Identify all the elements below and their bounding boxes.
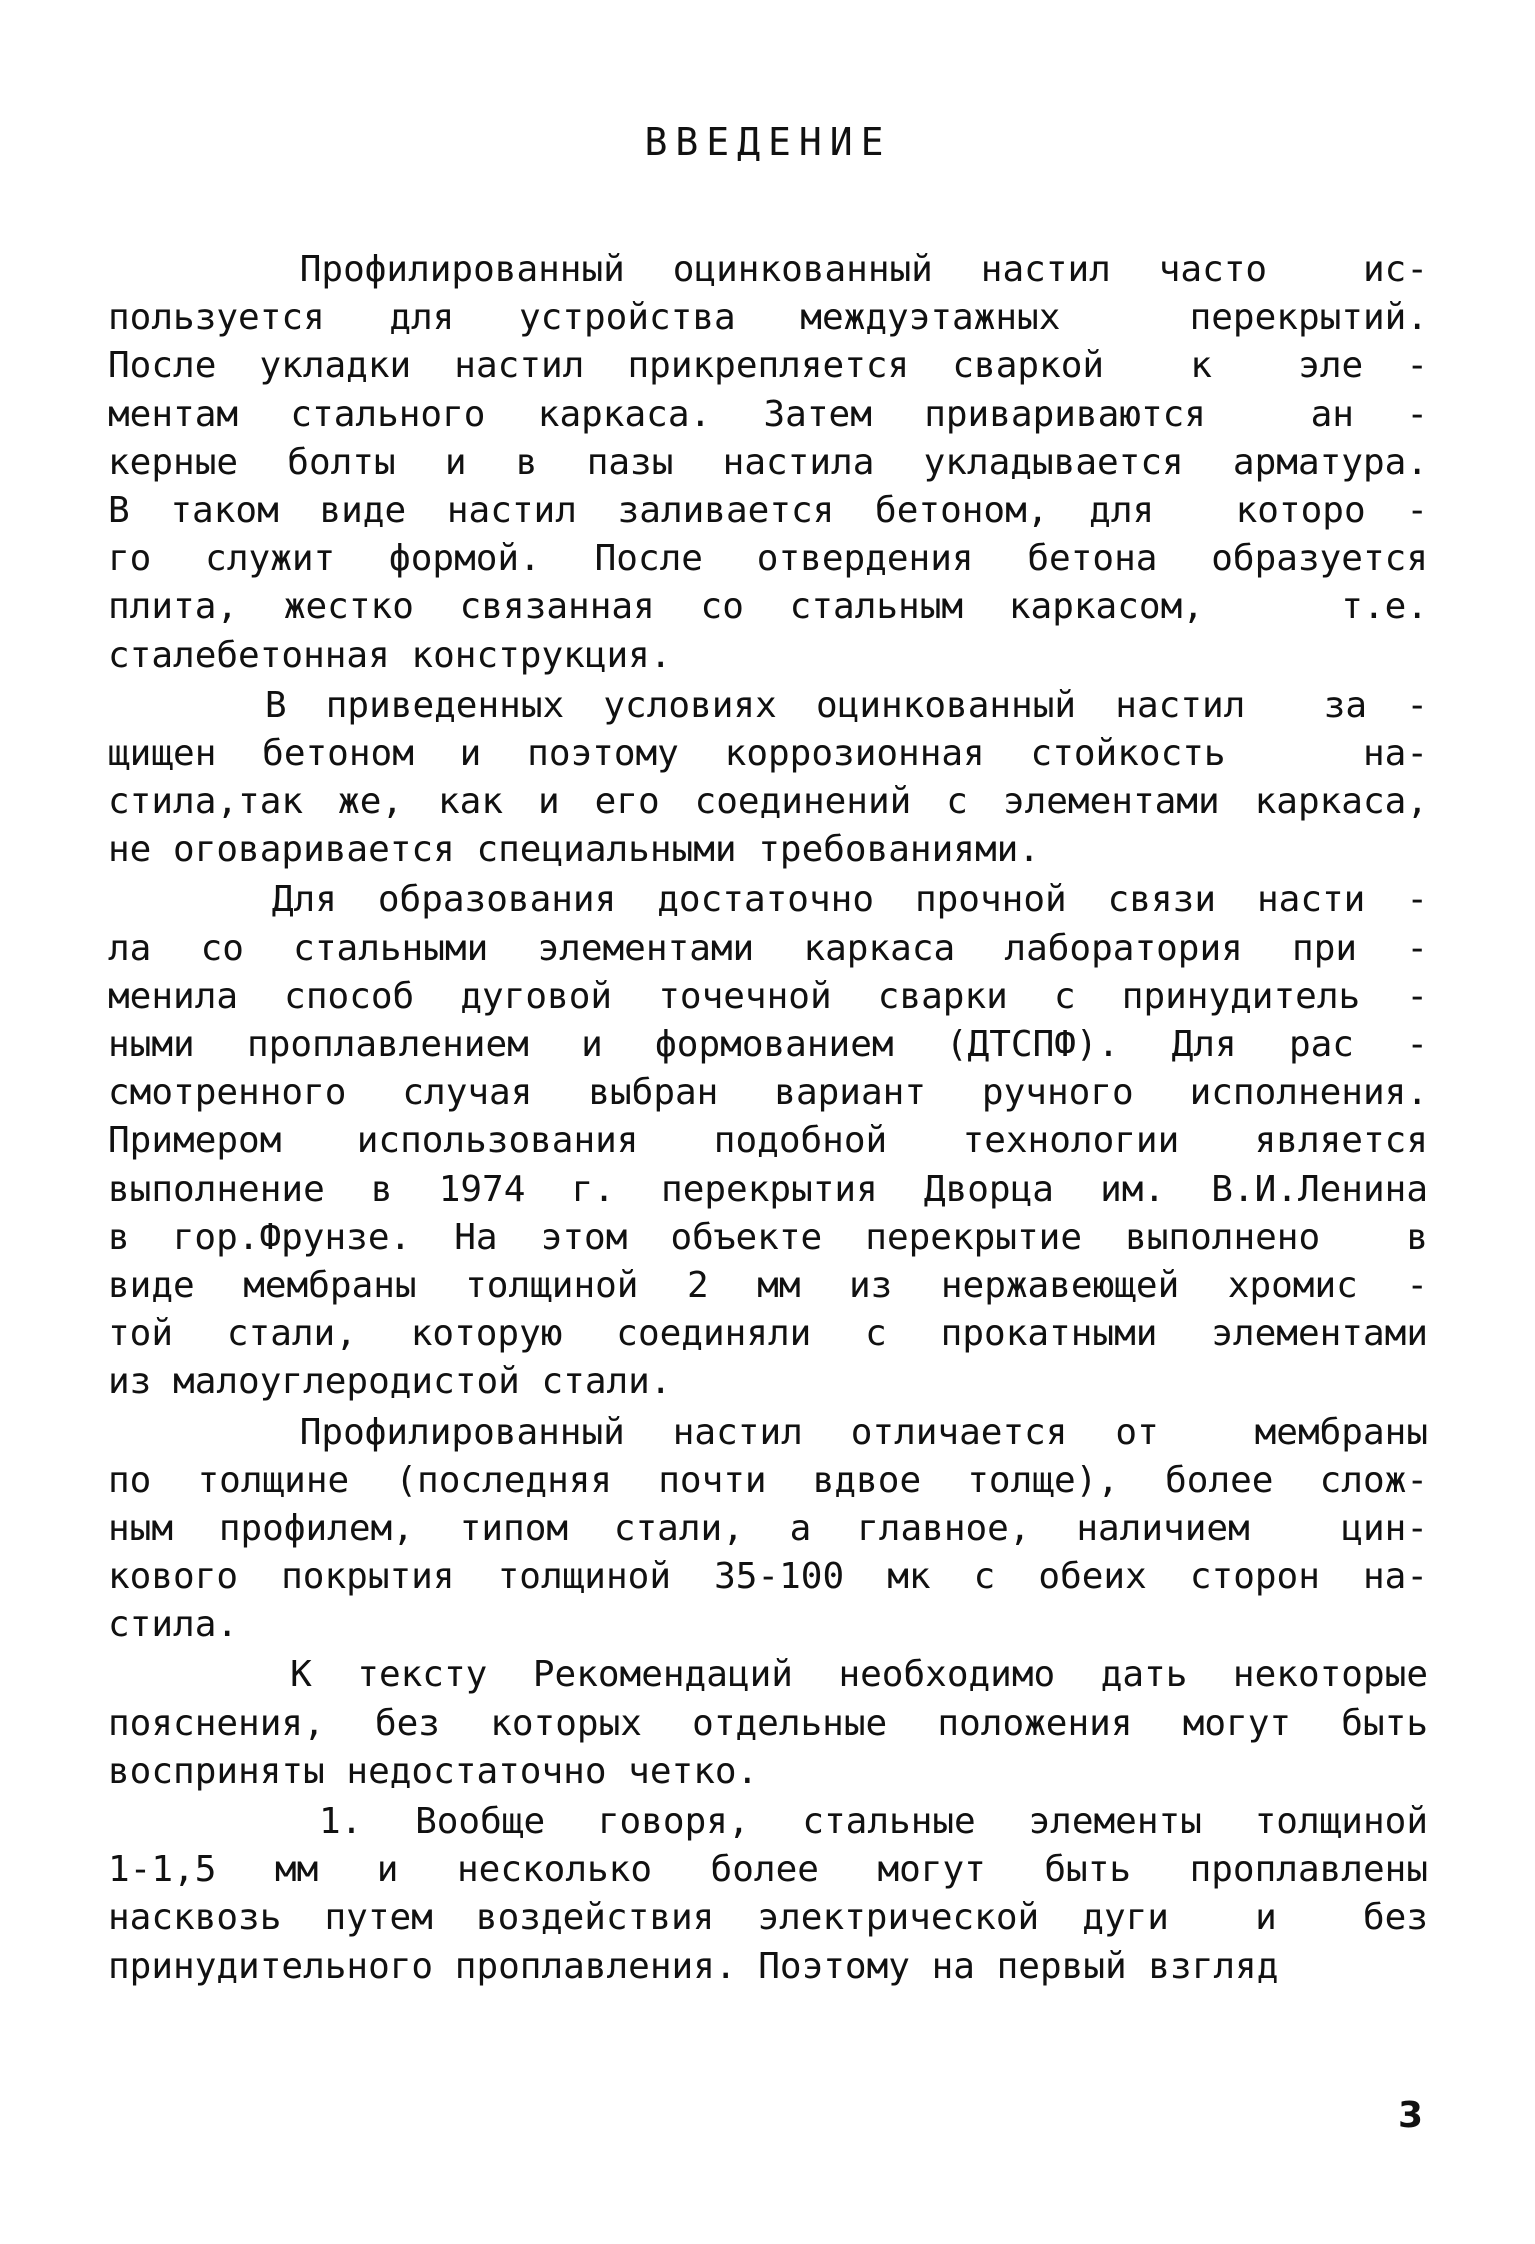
text-line: Примером использования подобной технологии является (108, 1120, 1428, 1162)
text-line: Профилированный настил отличается от мембраны (108, 1411, 1428, 1453)
paragraph (108, 1798, 1428, 1991)
text-line: в гор.Фрунзе. На этом объекте перекрытие выполнено в (108, 1216, 1428, 1258)
text-line: Для образования достаточно прочной связи насти - (108, 879, 1428, 921)
text-line: принудительного проплавления. Поэтому на первый взгляд (108, 1945, 1279, 1987)
text-line: керные болты и в пазы настила укладывается арматура. (108, 441, 1428, 483)
text-line: сталебетонная конструкция. (108, 634, 672, 676)
text-line: насквозь путем воздействия электрической дуги и без (108, 1897, 1428, 1939)
paragraph (108, 1409, 1428, 1650)
text-line: стила. (108, 1604, 239, 1646)
text-line: щищен бетоном и поэтому коррозионная стойкость на- (108, 732, 1428, 774)
text-line: В таком виде настил заливается бетоном, для которо - (108, 489, 1428, 531)
text-line: Профилированный оцинкованный настил часто ис- (108, 249, 1428, 290)
paragraph (108, 682, 1428, 875)
paragraph (108, 1651, 1428, 1796)
text-line: ным профилем, типом стали, а главное, наличием цин- (108, 1507, 1428, 1549)
document-page (108, 120, 1428, 1993)
paragraph (108, 876, 1428, 1406)
text-line: стила,так же, как и его соединений с элементами каркаса, (108, 781, 1428, 823)
text-line: 1. Вообще говоря, стальные элементы толщиной (108, 1801, 1428, 1842)
text-line: К тексту Рекомендаций необходимо дать некоторые (108, 1654, 1428, 1696)
paragraph (108, 246, 1428, 680)
text-line: ла со стальными элементами каркаса лаборатория при - (108, 927, 1428, 969)
text-line: по толщине (последняя почти вдвое толще), более слож- (108, 1459, 1428, 1501)
text-line: из малоуглеродистой стали. (108, 1361, 672, 1403)
text-line: восприняты недостаточно четко. (108, 1750, 759, 1792)
text-line: 1-1,5 мм и несколько более могут быть проплавлены (108, 1849, 1428, 1891)
text-line: той стали, которую соединяли с прокатными элементами (108, 1313, 1428, 1355)
text-line: выполнение в 1974 г. перекрытия Дворца им. В.И.Ленина (108, 1168, 1428, 1210)
text-line: го служит формой. После отвердения бетона образуется (108, 538, 1428, 580)
text-line: пользуется для устройства междуэтажных перекрытий. (108, 297, 1428, 339)
page-title: ВВЕДЕНИЕ (644, 120, 892, 164)
text-line: смотренного случая выбран вариант ручного исполнения. (108, 1072, 1428, 1114)
text-line: виде мембраны толщиной 2 мм из нержавеющей хромис - (108, 1264, 1428, 1306)
text-line: ными проплавлением и формованием (ДТСПФ). Для рас - (108, 1024, 1428, 1065)
text-line: ментам стального каркаса. Затем привариваются ан - (108, 393, 1428, 435)
text-line: В приведенных условиях оцинкованный настил за - (108, 684, 1428, 726)
body-text (108, 246, 1428, 1991)
page-number: 3 (1397, 2095, 1423, 2136)
text-line: менила способ дуговой точечной сварки с принудитель - (108, 975, 1428, 1017)
text-line: После укладки настил прикрепляется сваркой к эле - (108, 345, 1428, 387)
text-line: пояснения, без которых отдельные положения могут быть (108, 1702, 1428, 1744)
text-line: плита, жестко связанная со стальным каркасом, т.е. (108, 586, 1428, 628)
text-line: не оговаривается специальными требованиями. (108, 829, 1040, 871)
text-line: кового покрытия толщиной 35-100 мк с обеих сторон на- (108, 1556, 1428, 1598)
